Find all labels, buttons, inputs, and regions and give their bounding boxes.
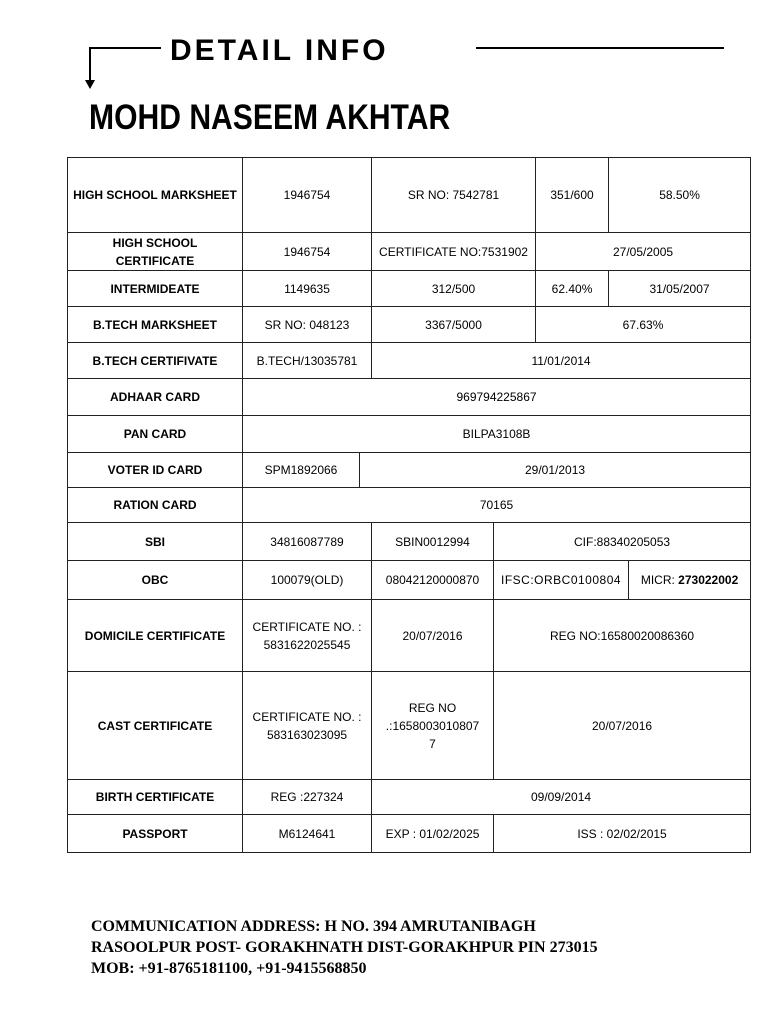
table-row	[68, 780, 751, 815]
detail-table	[67, 157, 751, 853]
header-bracket-line	[89, 47, 91, 83]
table-row	[68, 343, 751, 379]
cell-value: BILPA3108B	[243, 416, 751, 453]
table-row	[68, 488, 751, 523]
table-row	[68, 158, 751, 233]
cell-value: CERTIFICATE NO:7531902	[372, 233, 536, 271]
cell-value: EXP : 01/02/2025	[372, 815, 494, 853]
row-label: OBC	[68, 561, 243, 600]
cell-value: ISS : 02/02/2015	[494, 815, 751, 853]
table-row	[68, 815, 751, 853]
row-label: B.TECH MARKSHEET	[68, 307, 243, 343]
certificate-label: CERTIFICATE NO. :	[252, 709, 362, 724]
row-label: B.TECH CERTIFIVATE	[68, 343, 243, 379]
table-row	[68, 307, 751, 343]
cell-value: 20/07/2016	[494, 672, 751, 780]
cell-value: 08042120000870	[372, 561, 494, 600]
cell-value	[243, 600, 372, 672]
cell-value	[243, 672, 372, 780]
cell-value: 29/01/2013	[360, 453, 751, 488]
cell-value: CIF:88340205053	[494, 523, 751, 561]
table-row	[68, 523, 751, 561]
cell-value: 11/01/2014	[372, 343, 751, 379]
page-title: DETAIL INFO	[170, 34, 389, 67]
reg-line: REG NO	[408, 700, 457, 715]
certificate-number: 5831622025545	[263, 637, 351, 652]
cell-value: IFSC:ORBC0100804	[494, 561, 629, 600]
cell-value: 09/09/2014	[372, 780, 751, 815]
cell-value: 67.63%	[536, 307, 751, 343]
row-label: INTERMIDEATE	[68, 271, 243, 307]
cell-value: 31/05/2007	[609, 271, 751, 307]
cell-value: 3367/5000	[372, 307, 536, 343]
header-rule-left	[89, 47, 161, 49]
cell-value: SBIN0012994	[372, 523, 494, 561]
address-line: RASOOLPUR POST- GORAKHNATH DIST-GORAKHPUR PIN 273015	[91, 939, 598, 956]
micr-cell	[629, 561, 751, 600]
communication-address	[91, 916, 598, 979]
row-label: BIRTH CERTIFICATE	[68, 780, 243, 815]
cell-value: SR NO: 048123	[243, 307, 372, 343]
row-label: SBI	[68, 523, 243, 561]
cell-value: 1946754	[243, 158, 372, 233]
cell-value: 34816087789	[243, 523, 372, 561]
person-name: MOHD NASEEM AKHTAR	[89, 98, 451, 137]
row-label: HIGH SCHOOL MARKSHEET	[68, 158, 243, 233]
cell-value: B.TECH/13035781	[243, 343, 372, 379]
table-row	[68, 600, 751, 672]
cell-value: 969794225867	[243, 379, 751, 416]
row-label: CAST CERTIFICATE	[68, 672, 243, 780]
cell-value: 1149635	[243, 271, 372, 307]
row-label: DOMICILE CERTIFICATE	[68, 600, 243, 672]
cell-value: 58.50%	[609, 158, 751, 233]
table-row	[68, 453, 751, 488]
cell-value: REG :227324	[243, 780, 372, 815]
row-label: PAN CARD	[68, 416, 243, 453]
table-row	[68, 416, 751, 453]
reg-line: .:1658003010807	[385, 718, 480, 733]
micr-value: 273022002	[678, 573, 739, 587]
table-row	[68, 672, 751, 780]
row-label: RATION CARD	[68, 488, 243, 523]
mobile-numbers: MOB: +91-8765181100, +91-9415568850	[91, 960, 367, 977]
cell-value: 312/500	[372, 271, 536, 307]
arrow-down-icon	[85, 80, 95, 89]
reg-line: 7	[429, 736, 436, 751]
table-row	[68, 233, 751, 271]
cell-value: 20/07/2016	[372, 600, 494, 672]
micr-label: MICR:	[640, 573, 675, 587]
address-line: COMMUNICATION ADDRESS: H NO. 394 AMRUTANIBAGH	[91, 918, 536, 935]
cell-value	[372, 672, 494, 780]
row-label: HIGH SCHOOL CERTIFICATE	[68, 233, 243, 271]
row-label: PASSPORT	[68, 815, 243, 853]
cell-value: 62.40%	[536, 271, 609, 307]
row-label: ADHAAR CARD	[68, 379, 243, 416]
table-row	[68, 561, 751, 600]
header-rule-right	[476, 47, 724, 49]
cell-value: 27/05/2005	[536, 233, 751, 271]
cell-value: SPM1892066	[243, 453, 360, 488]
table-row	[68, 379, 751, 416]
row-label: VOTER ID CARD	[68, 453, 243, 488]
certificate-number: 583163023095	[266, 727, 348, 742]
cell-value: REG NO:16580020086360	[494, 600, 751, 672]
cell-value: 351/600	[536, 158, 609, 233]
cell-value: 100079(OLD)	[243, 561, 372, 600]
cell-value: 70165	[243, 488, 751, 523]
certificate-label: CERTIFICATE NO. :	[252, 619, 362, 634]
cell-value: SR NO: 7542781	[372, 158, 536, 233]
cell-value: M6124641	[243, 815, 372, 853]
cell-value: 1946754	[243, 233, 372, 271]
table-row	[68, 271, 751, 307]
